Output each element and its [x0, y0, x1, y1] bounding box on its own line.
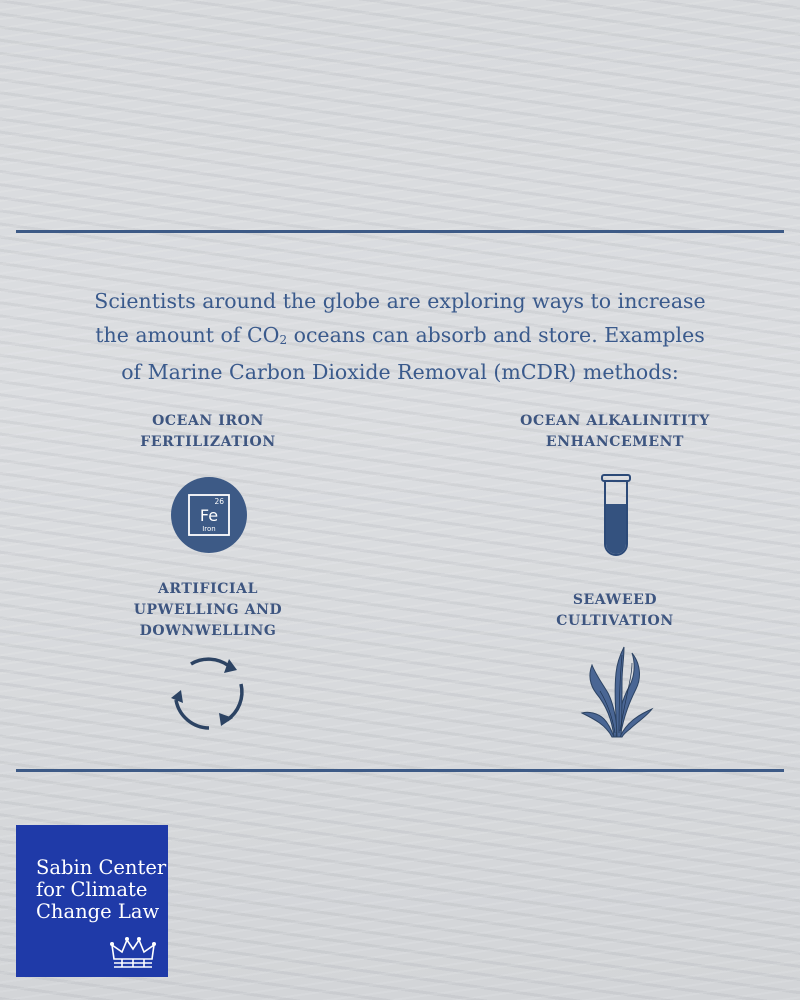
sabin-center-logo: [16, 825, 168, 977]
seaweed-icon: [576, 643, 656, 739]
co2-subscript: 2: [279, 333, 288, 347]
method-title-ocean-alkalinity-enhancement: OCEAN ALKALINITITY ENHANCEMENT: [520, 413, 710, 450]
top-divider: [16, 230, 784, 233]
bottom-divider: [16, 769, 784, 772]
logo-line-2: for Climate: [36, 878, 148, 901]
test-tube-icon: [598, 472, 634, 562]
element-name: Iron: [202, 525, 216, 533]
logo-line-3: Change Law: [36, 900, 160, 923]
logo-line-1: Sabin Center: [36, 856, 167, 879]
intro-line-1: Scientists around the globe are exploring ways to increase: [94, 289, 706, 313]
element-number: 26: [214, 497, 224, 506]
iron-element-icon: [170, 476, 248, 554]
intro-paragraph: [60, 284, 740, 389]
cycle-arrows-icon: [169, 652, 249, 732]
method-title-ocean-iron-fertilization: OCEAN IRON FERTILIZATION: [140, 413, 276, 450]
method-title-seaweed-cultivation: SEAWEED CULTIVATION: [556, 592, 674, 629]
crown-icon: [108, 935, 158, 969]
method-title-artificial-upwelling-downwelling: ARTIFICIAL UPWELLING AND DOWNWELLING: [133, 581, 283, 639]
intro-line-3: of Marine Carbon Dioxide Removal (mCDR) methods:: [121, 360, 679, 384]
element-symbol: Fe: [199, 506, 219, 525]
intro-line-2-prefix: the amount of CO: [95, 323, 280, 347]
intro-line-2-suffix: oceans can absorb and store. Examples: [287, 323, 705, 347]
